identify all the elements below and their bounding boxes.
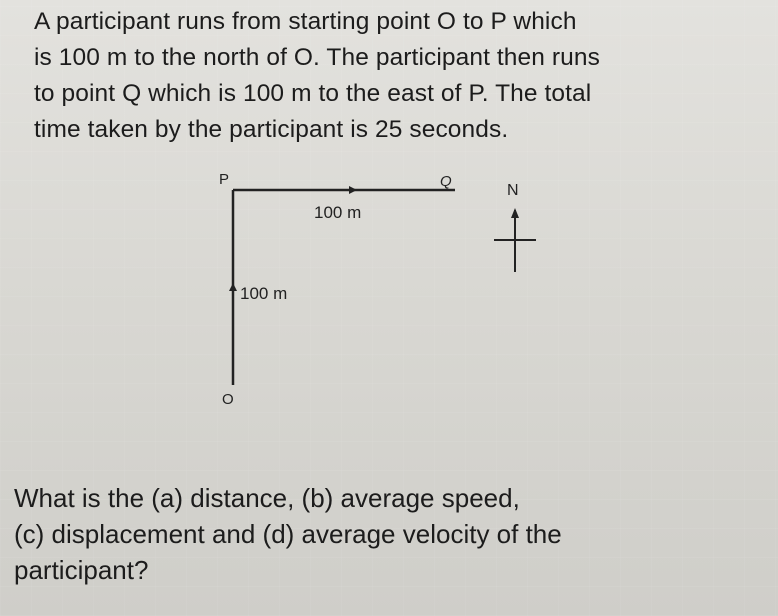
- north-distance-label: 100 m: [240, 284, 288, 303]
- east-distance-label: 100 m: [314, 203, 362, 222]
- problem-line-1: A participant runs from starting point O to P which: [34, 8, 577, 35]
- question-text: [14, 480, 764, 588]
- point-o-label: O: [222, 391, 234, 408]
- question-line-2: (c) displacement and (d) average velocity of the: [14, 519, 562, 549]
- north-arrowhead: [229, 283, 237, 291]
- question-line-3: participant?: [14, 555, 149, 585]
- compass-icon: [494, 208, 536, 272]
- problem-line-3: to point Q which is 100 m to the east of P. The total: [34, 80, 592, 107]
- question-line-1: What is the (a) distance, (b) average speed,: [14, 483, 520, 513]
- problem-line-2: is 100 m to the north of O. The participant then runs: [34, 44, 600, 71]
- problem-line-4: time taken by the participant is 25 seconds.: [34, 116, 509, 143]
- point-q-label: Q: [440, 173, 452, 190]
- point-p-label: P: [219, 171, 230, 188]
- east-arrowhead: [349, 186, 357, 194]
- compass-north-label: N: [507, 182, 519, 199]
